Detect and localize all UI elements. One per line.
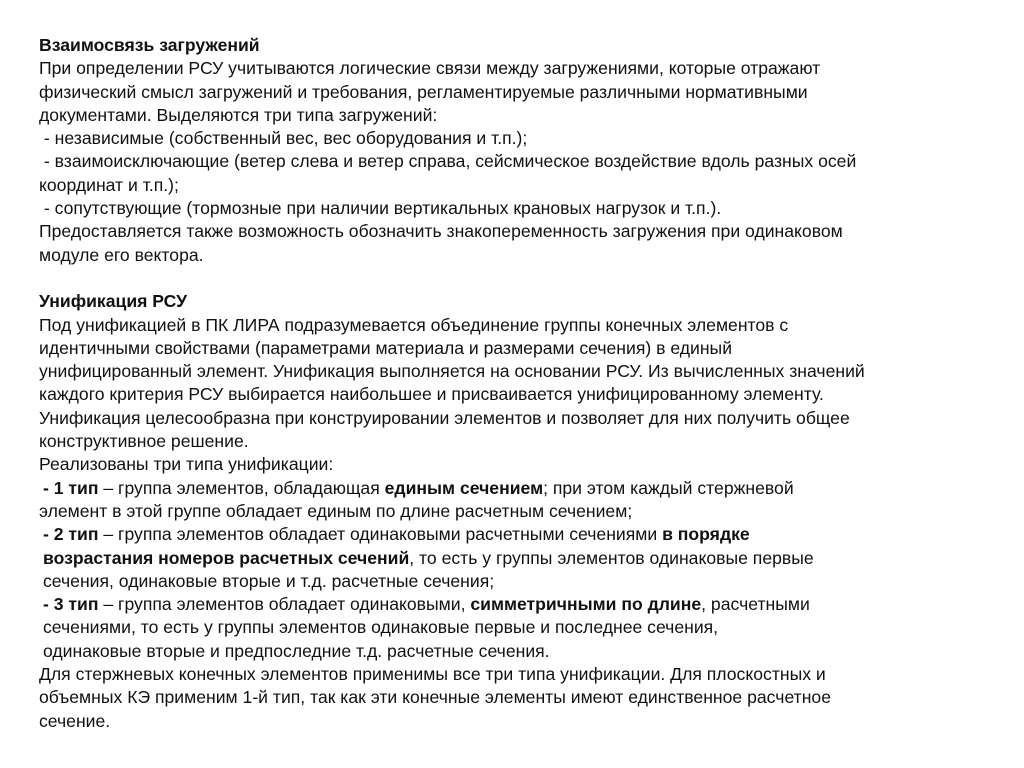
type-1-text-end: ; при этом каждый стержневой	[543, 477, 794, 498]
type-3-emphasis: симметричными по длине	[470, 594, 702, 615]
type-2-emphasis-cont: возрастания номеров расчетных сечений	[43, 547, 410, 568]
section-heading-load-relations: Взаимосвязь загружений	[39, 35, 260, 55]
type-2-text-end: , то есть у группы элементов одинаковые первые	[409, 547, 814, 568]
list-item-accompanying: - сопутствующие (тормозные при наличии вертикальных крановых нагрузок и т.п.).	[39, 198, 722, 219]
type-3-text-end: , расчетными	[701, 594, 810, 615]
type-3-label: - 3 тип	[43, 594, 99, 615]
list-item-independent: - независимые (собственный вес, вес оборудования и т.п.);	[39, 128, 528, 149]
paragraph-line: унифицированный элемент. Унификация выполняется на основании РСУ. Из вычисленных значений	[39, 361, 865, 382]
paragraph-line: каждого критерия РСУ выбирается наибольшее и присваивается унифицированному элементу.	[39, 384, 824, 405]
type-3-text: – группа элементов обладает одинаковыми,	[98, 594, 471, 615]
type-2-text: – группа элементов обладает одинаковыми расчетными сечениями	[98, 524, 663, 545]
type-3-line-3: одинаковые вторые и предпоследние т.д. расчетные сечения.	[43, 640, 550, 661]
paragraph-line: Предоставляется также возможность обозначить знакопеременность загружения при одинаковом	[39, 221, 843, 242]
paragraph-line: Реализованы три типа унификации:	[39, 454, 334, 475]
spacer	[39, 267, 989, 290]
paragraph-line: идентичными свойствами (параметрами материала и размерами сечения) в единый	[39, 337, 733, 358]
type-1-line-2: элемент в этой группе обладает единым по длине расчетным сечением;	[39, 500, 633, 521]
unification-type-1	[39, 477, 989, 500]
paragraph-line: конструктивное решение.	[39, 431, 249, 452]
paragraph-line: Для стержневых конечных элементов применимы все три типа унификации. Для плоскостных и	[39, 664, 826, 685]
paragraph-line: Унификация целесообразна при конструировании элементов и позволяет для них получить общее	[39, 407, 850, 428]
type-2-line-3: сечения, одинаковые вторые и т.д. расчетные сечения;	[43, 570, 495, 591]
type-1-emphasis: единым сечением	[384, 477, 544, 498]
paragraph-line: При определении РСУ учитываются логические связи между загружениями, которые отражают	[39, 58, 821, 79]
paragraph-line: модуле его вектора.	[39, 244, 204, 265]
type-1-text: – группа элементов, обладающая	[98, 477, 385, 498]
paragraph-line: координат и т.п.);	[39, 174, 179, 195]
paragraph-line: объемных КЭ применим 1-й тип, так как эти конечные элементы имеют единственное расчетное	[39, 687, 831, 708]
type-2-emphasis: в порядке	[662, 524, 750, 545]
type-1-label: - 1 тип	[43, 477, 99, 498]
paragraph-line: документами. Выделяются три типа загружений:	[39, 104, 438, 125]
unification-type-3	[39, 593, 989, 616]
section-heading-rsu-unification: Унификация РСУ	[39, 291, 188, 312]
type-3-line-2: сечениями, то есть у группы элементов одинаковые первые и последнее сечения,	[43, 617, 719, 638]
type-2-line-2	[39, 547, 989, 570]
paragraph-line: физический смысл загружений и требования, регламентируемые различными нормативными	[39, 81, 808, 102]
paragraph-line: Под унификацией в ПК ЛИРА подразумевается объединение группы конечных элементов с	[39, 314, 789, 335]
type-2-label: - 2 тип	[43, 524, 99, 545]
unification-type-2	[39, 523, 989, 546]
slide-content	[39, 34, 989, 733]
list-item-mutually-exclusive: - взаимоисключающие (ветер слева и ветер справа, сейсмическое воздействие вдоль разных осей	[39, 151, 857, 172]
paragraph-line: сечение.	[39, 710, 111, 731]
